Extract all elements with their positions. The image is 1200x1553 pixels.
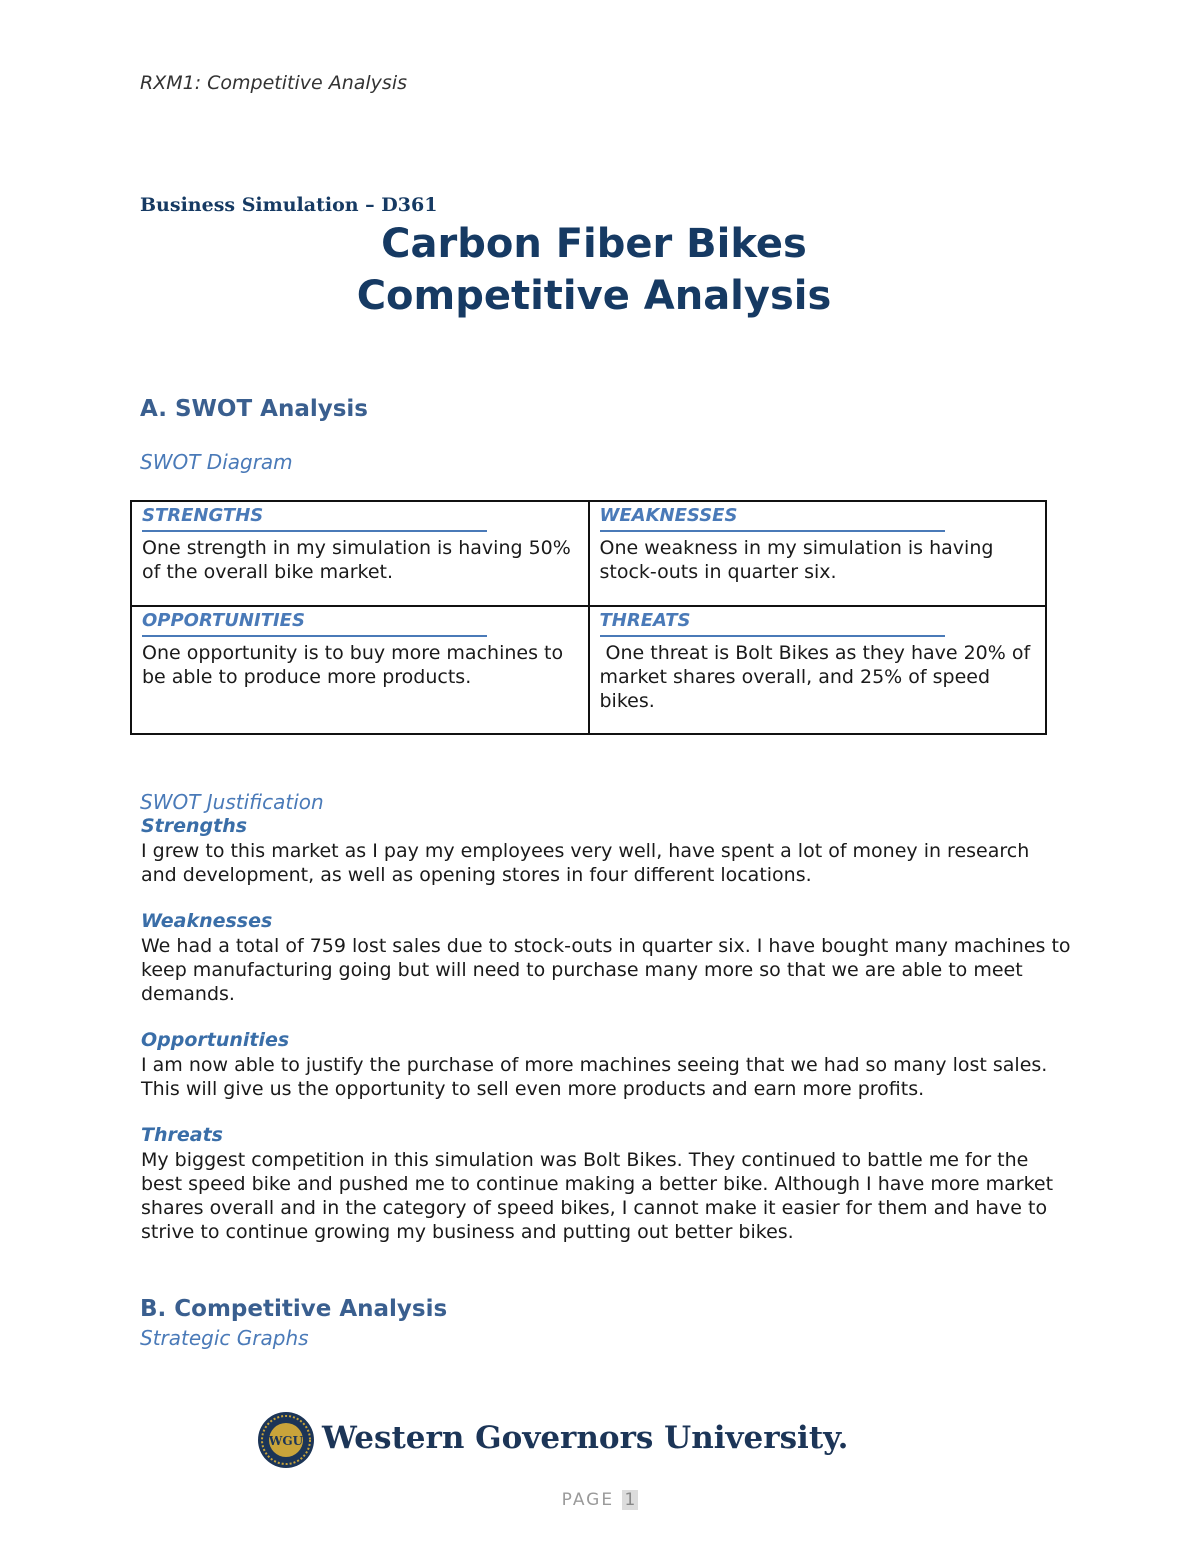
document-title-line1: Carbon Fiber Bikes bbox=[381, 221, 807, 267]
threats-label: THREATS bbox=[600, 607, 945, 637]
weaknesses-label: WEAKNESSES bbox=[600, 502, 945, 532]
swot-table bbox=[130, 500, 1047, 735]
swot-cell-weaknesses bbox=[589, 501, 1047, 606]
weaknesses-text: One weakness in my simulation is having stock-outs in quarter six. bbox=[599, 537, 994, 583]
document-title-line2: Competitive Analysis bbox=[356, 273, 832, 319]
page-number-value: 1 bbox=[622, 1490, 639, 1510]
strengths-label: STRENGTHS bbox=[142, 502, 487, 532]
swot-cell-opportunities bbox=[131, 606, 589, 734]
page-label: PAGE bbox=[561, 1490, 615, 1510]
wgu-wordmark: Western Governors University. bbox=[322, 1420, 849, 1456]
threats-text: One threat is Bolt Bikes as they have 20% of market shares overall, and 25% of speed bikes. bbox=[599, 642, 1037, 712]
page-number bbox=[0, 1490, 1200, 1510]
opportunities-heading: Opportunities bbox=[141, 1029, 290, 1051]
opportunities-text: One opportunity is to buy more machines to be able to produce more products. bbox=[142, 642, 564, 688]
section-b-heading: B. Competitive Analysis bbox=[140, 1296, 448, 1322]
threats-paragraph: My biggest competition in this simulation was Bolt Bikes. They continued to battle me for the best speed bike and pushed me to continue making a better bike. Although I have more market shares overall and in the category of speed bikes, I cannot make it easier for them and have to strive to continue growing my business and putting out better bikes. bbox=[141, 1149, 1054, 1243]
opportunities-label: OPPORTUNITIES bbox=[142, 607, 487, 637]
swot-cell-strengths bbox=[131, 501, 589, 606]
strategic-graphs-label: Strategic Graphs bbox=[140, 1326, 309, 1350]
strengths-paragraph: I grew to this market as I pay my employees very well, have spent a lot of money in research and development, as well as opening stores in four different locations. bbox=[141, 840, 1030, 886]
threats-heading: Threats bbox=[141, 1124, 223, 1146]
section-a-heading: A. SWOT Analysis bbox=[140, 396, 368, 422]
weaknesses-paragraph: We had a total of 759 lost sales due to stock-outs in quarter six. I have bought many machines to keep manufacturing going but will need to purchase many more so that we are able to meet demands. bbox=[141, 935, 1071, 1005]
opportunities-paragraph: I am now able to justify the purchase of more machines seeing that we had so many lost sales. This will give us the opportunity to sell even more products and earn more profits. bbox=[141, 1054, 1048, 1100]
seal-text: WGU bbox=[268, 1434, 304, 1448]
wgu-seal-icon bbox=[256, 1410, 316, 1470]
swot-cell-threats bbox=[589, 606, 1047, 734]
wgu-logo bbox=[256, 1410, 916, 1470]
strengths-heading: Strengths bbox=[141, 815, 248, 837]
strengths-text: One strength in my simulation is having 50% of the overall bike market. bbox=[142, 537, 571, 583]
weaknesses-heading: Weaknesses bbox=[141, 910, 273, 932]
running-header: RXM1: Competitive Analysis bbox=[140, 72, 408, 94]
swot-justification-label: SWOT Justification bbox=[140, 790, 324, 814]
course-label: Business Simulation – D361 bbox=[140, 194, 438, 216]
swot-diagram-label: SWOT Diagram bbox=[140, 450, 293, 474]
